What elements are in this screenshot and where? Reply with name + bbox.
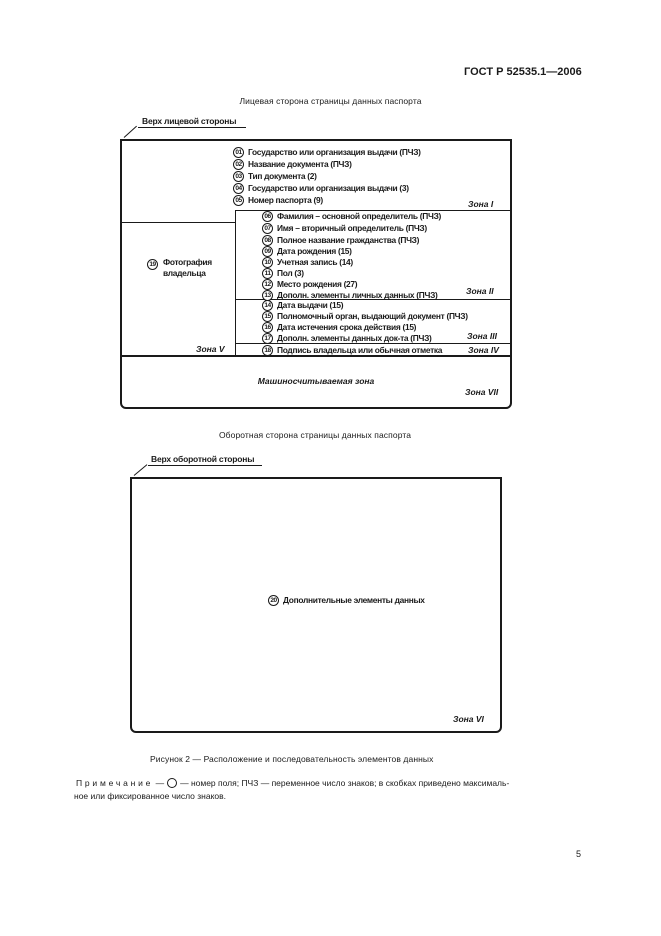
back-top-underline xyxy=(148,465,262,466)
field-number-icon: 15 xyxy=(262,311,273,322)
mrz-label: Машиносчитываемая зона xyxy=(257,376,375,386)
photo-right-divider xyxy=(235,210,236,356)
field-02 xyxy=(233,158,352,170)
circle-icon xyxy=(167,778,177,788)
photo-top-divider xyxy=(121,222,235,223)
field-number-icon: 12 xyxy=(262,279,273,290)
field-label: Фамилия – основной определитель (ПЧЗ) xyxy=(277,211,442,221)
field-number-icon: 03 xyxy=(233,171,244,182)
field-number-icon: 11 xyxy=(262,268,273,279)
field-04 xyxy=(233,182,409,194)
field-05 xyxy=(233,194,323,206)
field-label: Государство или организация выдачи (3) xyxy=(248,183,409,193)
page-number: 5 xyxy=(576,849,582,859)
field-number-icon: 17 xyxy=(262,333,273,344)
field-label: Имя – вторичный определитель (ПЧЗ) xyxy=(277,223,427,233)
note-line1 xyxy=(74,777,589,790)
photo-label-line1: Фотография xyxy=(163,257,212,267)
back-caption: Оборотная сторона страницы данных паспорта xyxy=(218,430,412,440)
field-number-icon: 18 xyxy=(262,345,273,356)
field-number-icon: 06 xyxy=(262,211,273,222)
field-label: Тип документа (2) xyxy=(248,171,317,181)
photo-label-line2: владельца xyxy=(163,268,206,278)
field-number-icon: 01 xyxy=(233,147,244,158)
field-number-icon: 16 xyxy=(262,322,273,333)
field-label: Дата рождения (15) xyxy=(277,246,352,256)
note xyxy=(74,777,589,803)
zone6-label: Зона VI xyxy=(453,714,484,724)
field-label: Пол (3) xyxy=(277,268,304,278)
note-line2: ное или фиксированное число знаков. xyxy=(74,791,226,801)
standard-number: ГОСТ Р 52535.1—2006 xyxy=(464,66,582,78)
field-06 xyxy=(262,210,441,222)
field-label: Полное название гражданства (ПЧЗ) xyxy=(277,235,420,245)
field-number-icon: 10 xyxy=(262,257,273,268)
zone3-label: Зона III xyxy=(467,331,497,341)
front-top-pointer xyxy=(124,126,137,138)
zone7-label: Зона VII xyxy=(465,387,499,397)
field-01 xyxy=(233,146,421,158)
field-label: Полномочный орган, выдающий документ (ПЧЗ) xyxy=(277,311,468,321)
zone5-label: Зона V xyxy=(196,344,225,354)
field-number-icon: 05 xyxy=(233,195,244,206)
front-top-label: Верх лицевой стороны xyxy=(142,116,237,126)
field-number-icon: 19 xyxy=(147,259,158,270)
field-number-icon: 13 xyxy=(262,290,273,301)
field-label: Место рождения (27) xyxy=(277,279,358,289)
field-17 xyxy=(262,332,432,344)
figure-caption: Рисунок 2 — Расположение и последовательность элементов данных xyxy=(150,754,434,764)
back-top-pointer xyxy=(134,464,148,476)
photo-label xyxy=(163,257,212,279)
note-part1: — номер поля; ПЧЗ — переменное число знаков; в скобках приведено максималь- xyxy=(180,778,510,788)
field-label: Название документа (ПЧЗ) xyxy=(248,159,352,169)
field-label: Учетная запись (14) xyxy=(277,257,353,267)
zone1-label: Зона I xyxy=(468,199,494,209)
front-top-underline xyxy=(138,127,246,128)
field-number-icon: 14 xyxy=(262,300,273,311)
front-caption: Лицевая сторона страницы данных паспорта xyxy=(239,96,422,106)
field-number-icon: 02 xyxy=(233,159,244,170)
field-07 xyxy=(262,222,427,234)
field-number-icon: 08 xyxy=(262,235,273,246)
field-18 xyxy=(262,344,442,356)
field-label: Подпись владельца или обычная отметка xyxy=(277,345,443,355)
field-number-icon: 04 xyxy=(233,183,244,194)
field-number-icon: 07 xyxy=(262,223,273,234)
note-dash: — xyxy=(155,778,165,788)
field-label: Государство или организация выдачи (ПЧЗ) xyxy=(248,147,421,157)
field-label: Дата истечения срока действия (15) xyxy=(277,322,417,332)
field-19-photo xyxy=(147,258,162,270)
field-03 xyxy=(233,170,317,182)
field-label: Дополн. элементы данных док-та (ПЧЗ) xyxy=(277,333,432,343)
field-label: Дополн. элементы личных данных (ПЧЗ) xyxy=(277,290,438,300)
field-20 xyxy=(268,594,425,606)
note-lead: Примечание xyxy=(76,778,154,788)
field-label: Номер паспорта (9) xyxy=(248,195,323,205)
field-number-icon: 09 xyxy=(262,246,273,257)
field-label: Дата выдачи (15) xyxy=(277,300,344,310)
zone4-label: Зона IV xyxy=(468,345,499,355)
field-number-icon: 20 xyxy=(268,595,279,606)
field-label: Дополнительные элементы данных xyxy=(283,595,425,605)
back-top-label: Верх оборотной стороны xyxy=(151,454,255,464)
zone2-label: Зона II xyxy=(466,286,494,296)
